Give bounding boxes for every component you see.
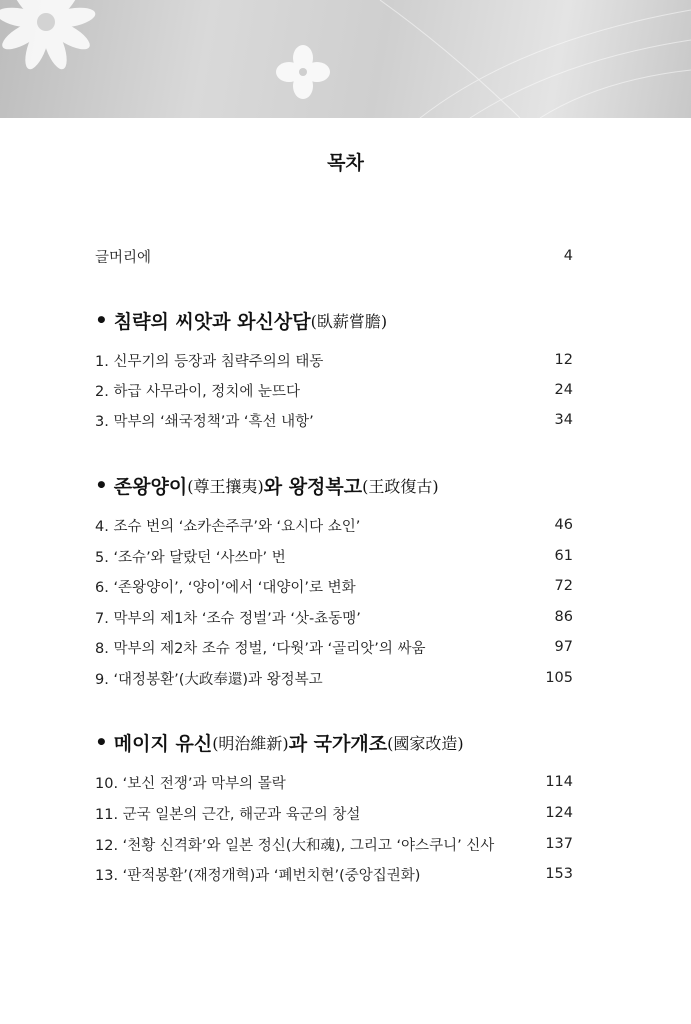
toc-row[interactable] xyxy=(95,514,573,536)
toc-entry-label: 13. ‘판적봉환’(재정개혁)과 ‘폐번치현’(중앙집권화) xyxy=(95,867,421,884)
toc-entry-page: 34 xyxy=(554,412,573,428)
toc-entry-label: 2. 하급 사무라이, 정치에 눈뜨다 xyxy=(95,383,300,400)
toc-entry-page: 137 xyxy=(545,836,573,852)
toc-row[interactable] xyxy=(95,349,573,371)
toc-row[interactable] xyxy=(95,575,573,597)
bullet-icon: • xyxy=(95,730,108,754)
section-title-hanja: (尊王攘夷) xyxy=(187,476,264,496)
toc-entry-label: 9. ‘대정봉환’(大政奉還)과 왕정복고 xyxy=(95,671,323,688)
section-title-hanja: (王政復古) xyxy=(362,476,439,496)
section-title-hanja: (臥薪嘗膽) xyxy=(310,311,388,331)
toc-entry-page: 153 xyxy=(545,866,573,882)
toc-row[interactable] xyxy=(95,545,573,567)
toc-entry-label: 12. ‘천황 신격화’와 일본 정신(大和魂), 그리고 ‘야스쿠니’ 신사 xyxy=(95,837,495,854)
toc-entry-page: 24 xyxy=(554,382,573,398)
section-heading-2 xyxy=(95,470,595,500)
toc-row[interactable] xyxy=(95,636,573,658)
section-title: 침략의 씨앗과 와신상담 xyxy=(113,310,311,333)
toc-entry-page: 97 xyxy=(554,639,573,655)
section-title: 메이지 유신 xyxy=(113,732,213,755)
toc-row[interactable] xyxy=(95,409,573,431)
flower-pattern-icon xyxy=(0,0,691,118)
section-title-hanja: (明治維新) xyxy=(212,733,289,753)
toc-entry-page: 86 xyxy=(554,609,573,625)
toc-entry-label: 5. ‘조슈’와 달랐던 ‘사쓰마’ 번 xyxy=(95,549,286,566)
toc-entry-label: 글머리에 xyxy=(95,249,152,266)
toc-entry-label: 6. ‘존왕양이’, ‘양이’에서 ‘대양이’로 변화 xyxy=(95,579,356,596)
bullet-icon: • xyxy=(95,308,108,332)
section-title: 존왕양이 xyxy=(113,475,188,498)
toc-entry-label: 10. ‘보신 전쟁’과 막부의 몰락 xyxy=(95,775,286,792)
toc-intro-row[interactable] xyxy=(95,245,573,267)
toc-entry-page: 114 xyxy=(545,774,573,790)
section-heading-1 xyxy=(95,305,595,335)
toc-row[interactable] xyxy=(95,771,573,793)
section-title: 과 국가개조 xyxy=(288,732,388,755)
toc-row[interactable] xyxy=(95,379,573,401)
toc-entry-label: 4. 조슈 번의 ‘쇼카손주쿠’와 ‘요시다 쇼인’ xyxy=(95,518,361,535)
toc-entry-page: 61 xyxy=(554,548,573,564)
toc-entry-label: 1. 신무기의 등장과 침략주의의 태동 xyxy=(95,353,324,370)
page-title: 목차 xyxy=(327,152,364,174)
toc-entry-page: 105 xyxy=(545,670,573,686)
toc-entry-page: 12 xyxy=(554,352,573,368)
toc-entry-label: 7. 막부의 제1차 ‘조슈 정벌’과 ‘삿-쵸동맹’ xyxy=(95,610,361,627)
toc-entry-label: 8. 막부의 제2차 조슈 정벌, ‘다웟’과 ‘골리앗’의 싸움 xyxy=(95,640,426,657)
toc-row[interactable] xyxy=(95,606,573,628)
bullet-icon: • xyxy=(95,473,108,497)
toc-row[interactable] xyxy=(95,833,573,855)
section-title-hanja: (國家改造) xyxy=(387,733,464,753)
section-title: 와 왕정복고 xyxy=(263,475,363,498)
toc-entry-page: 46 xyxy=(554,517,573,533)
toc-row[interactable] xyxy=(95,802,573,824)
toc-entry-label: 3. 막부의 ‘쇄국정책’과 ‘흑선 내항’ xyxy=(95,413,314,430)
toc-entry-page: 4 xyxy=(563,248,573,264)
toc-row[interactable] xyxy=(95,667,573,689)
toc-row[interactable] xyxy=(95,863,573,885)
section-heading-3 xyxy=(95,727,595,757)
toc-entry-page: 72 xyxy=(554,578,573,594)
toc-entry-page: 124 xyxy=(545,805,573,821)
header-banner xyxy=(0,0,691,118)
toc-entry-label: 11. 군국 일본의 근간, 해군과 육군의 창설 xyxy=(95,806,361,823)
